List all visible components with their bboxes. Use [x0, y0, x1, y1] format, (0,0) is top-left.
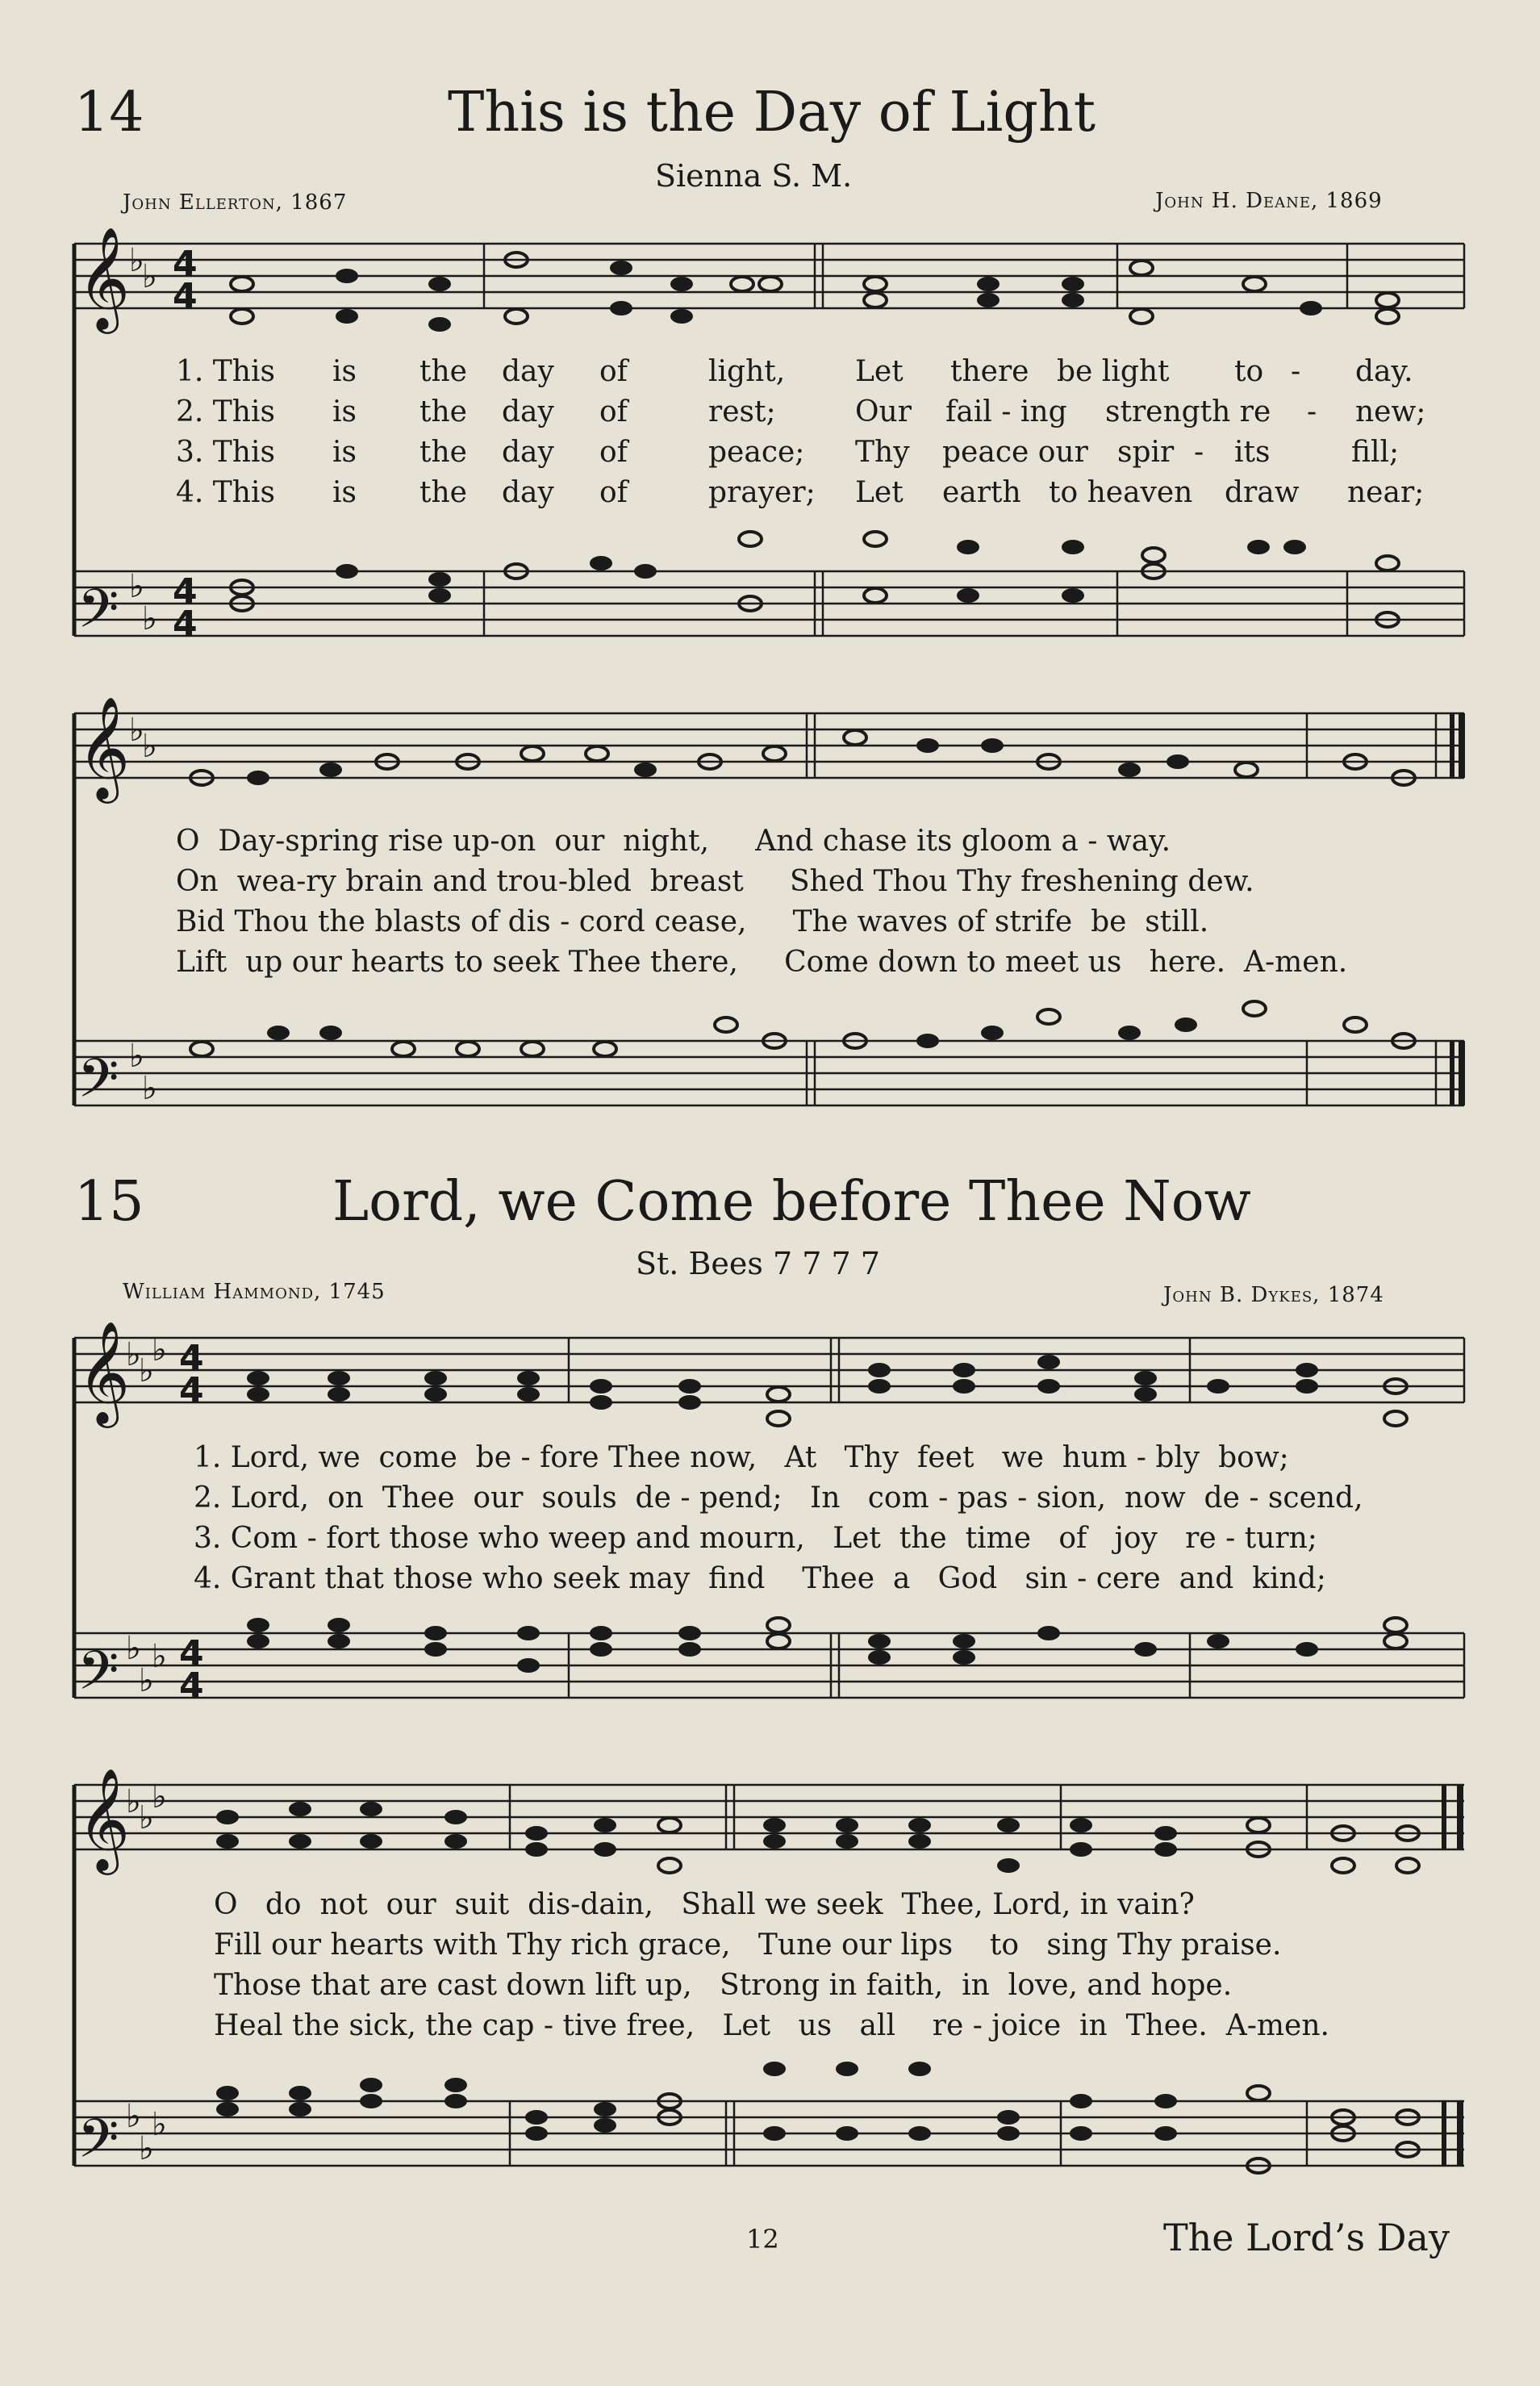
hymn-15-verse-3: 3. Com - fort those who weep and mourn, Let the time of joy re - turn; [194, 1522, 1317, 1555]
svg-text:𝄞: 𝄞 [77, 1320, 131, 1423]
section-name: The Lord’s Day [1163, 2216, 1450, 2259]
svg-text:♭: ♭ [142, 728, 157, 765]
svg-text:4: 4 [173, 604, 198, 645]
lyric-word: to heaven [1049, 476, 1193, 509]
hymn-15-tune: St. Bees 7 7 7 7 [636, 1246, 880, 1281]
page-number: 12 [746, 2224, 779, 2254]
svg-text:𝄞: 𝄞 [77, 1767, 131, 1870]
hymn-14-title: This is the Day of Light [448, 81, 1096, 144]
svg-text:𝄢: 𝄢 [77, 1640, 119, 1715]
lyric-word: 4. This [176, 476, 275, 509]
svg-text:♭: ♭ [142, 258, 157, 295]
lyric-word: - [1291, 355, 1301, 388]
svg-text:♭: ♭ [139, 1662, 154, 1699]
lyric-word: day [502, 395, 554, 428]
lyric-word: of [599, 395, 628, 428]
hymn-14-s2-verse-3: Bid Thou the blasts of dis - cord cease, The waves of strife be still. [176, 905, 1209, 938]
hymn-15-title: Lord, we Come before Thee Now [332, 1170, 1251, 1234]
hymn-14-tune: Sienna S. M. [655, 158, 853, 194]
lyric-word: there [950, 355, 1029, 388]
lyric-word: is [332, 355, 357, 388]
svg-text:4: 4 [179, 1633, 204, 1674]
hymn-14-s2-verse-2: On wea-ry brain and trou-bled breast Shed Thou Thy freshening dew. [176, 865, 1254, 898]
lyric-word: day. [1355, 355, 1413, 388]
lyric-word: day [502, 355, 554, 388]
lyric-word: be light [1057, 355, 1170, 388]
svg-text:♭: ♭ [129, 242, 144, 279]
lyric-word: the [419, 395, 467, 428]
svg-text:4: 4 [173, 244, 198, 285]
lyric-word: prayer; [708, 476, 816, 509]
hymn-14-music-credit: John H. Deane, 1869 [1155, 189, 1383, 213]
svg-text:♭: ♭ [139, 2130, 154, 2167]
hymn-15-s2-verse-2: Fill our hearts with Thy rich grace, Tune our lips to sing Thy praise. [214, 1928, 1282, 1962]
svg-text:4: 4 [179, 1665, 204, 1707]
lyric-word: 3. This [176, 436, 275, 469]
svg-text:𝄞: 𝄞 [77, 226, 131, 329]
hymn-15-verse-4: 4. Grant that those who seek may find Thee a God sin - cere and kind; [194, 1562, 1326, 1595]
lyric-word: spir [1117, 436, 1175, 469]
lyric-word: Thy [855, 436, 910, 469]
lyric-word: near; [1347, 476, 1425, 509]
svg-text:♭: ♭ [129, 568, 144, 605]
hymn-15-s2-verse-1: O do not our suit dis-dain, Shall we seek Thee, Lord, in vain? [214, 1888, 1195, 1921]
svg-text:♭: ♭ [152, 1331, 167, 1369]
lyric-word: new; [1355, 395, 1426, 428]
hymn-15-s2-verse-3: Those that are cast down lift up, Strong in faith, in love, and hope. [214, 1969, 1233, 2002]
svg-text:4: 4 [179, 1338, 204, 1379]
svg-text:♭: ♭ [152, 1638, 167, 1675]
lyric-word: day [502, 476, 554, 509]
lyric-word: of [599, 355, 628, 388]
lyric-word: of [599, 476, 628, 509]
svg-text:♭: ♭ [142, 1070, 157, 1107]
hymn-14-s2-verse-1: O Day-spring rise up-on our night, And chase its gloom a - way. [176, 825, 1171, 858]
svg-text:♭: ♭ [142, 600, 157, 637]
lyric-word: is [332, 436, 357, 469]
lyric-word: is [332, 395, 357, 428]
lyric-word: 2. This [176, 395, 275, 428]
lyric-word: the [419, 355, 467, 388]
svg-text:♭: ♭ [126, 2098, 141, 2135]
lyric-word: light, [708, 355, 786, 388]
lyric-word: - [1307, 395, 1317, 428]
lyric-word: peace our [942, 436, 1088, 469]
hymn-15-words-credit: William Hammond, 1745 [123, 1280, 386, 1304]
svg-text:𝄢: 𝄢 [77, 578, 119, 653]
lyric-word: its [1234, 436, 1271, 469]
lyric-word: is [332, 476, 357, 509]
hymn-15-music-credit: John B. Dykes, 1874 [1163, 1283, 1384, 1307]
lyric-word: of [599, 436, 628, 469]
hymn-14-s2-verse-4: Lift up our hearts to seek Thee there, Come down to meet us here. A-men. [176, 946, 1348, 979]
lyric-word: fail - ing [945, 395, 1067, 428]
svg-text:𝄞: 𝄞 [77, 696, 131, 799]
hymn-15-s2-verse-4: Heal the sick, the cap - tive free, Let us all re - joice in Thee. A-men. [214, 2009, 1329, 2042]
svg-text:♭: ♭ [152, 2106, 167, 2143]
lyric-word: to [1234, 355, 1264, 388]
svg-text:♭: ♭ [126, 1783, 141, 1820]
lyric-word: - [1194, 436, 1204, 469]
lyric-word: Let [855, 476, 904, 509]
lyric-word: the [419, 436, 467, 469]
hymn-15-number: 15 [74, 1170, 144, 1234]
svg-text:♭: ♭ [126, 1630, 141, 1667]
lyric-word: rest; [708, 395, 776, 428]
svg-text:♭: ♭ [139, 1799, 154, 1837]
lyric-word: earth [942, 476, 1021, 509]
svg-text:4: 4 [179, 1370, 204, 1411]
lyric-word: strength re [1105, 395, 1271, 428]
svg-text:𝄢: 𝄢 [77, 2108, 119, 2183]
svg-text:♭: ♭ [129, 1038, 144, 1075]
hymn-14-number: 14 [74, 81, 144, 144]
lyric-word: day [502, 436, 554, 469]
svg-text:𝄢: 𝄢 [77, 1047, 119, 1122]
lyric-word: Let [855, 355, 904, 388]
hymn-15-verse-1: 1. Lord, we come be - fore Thee now, At Thy feet we hum - bly bow; [194, 1441, 1289, 1474]
lyric-word: Our [855, 395, 912, 428]
svg-text:♭: ♭ [129, 712, 144, 749]
lyric-word: draw [1225, 476, 1300, 509]
lyric-word: the [419, 476, 467, 509]
svg-text:♭: ♭ [126, 1336, 141, 1373]
svg-text:♭: ♭ [152, 1778, 167, 1816]
hymn-15-verse-2: 2. Lord, on Thee our souls de - pend; In com - pas - sion, now de - scend, [194, 1481, 1363, 1515]
svg-text:♭: ♭ [139, 1352, 154, 1389]
lyric-word: 1. This [176, 355, 275, 388]
svg-text:4: 4 [173, 571, 198, 612]
hymn-14-words-credit: John Ellerton, 1867 [123, 190, 348, 215]
svg-text:4: 4 [173, 276, 198, 317]
lyric-word: peace; [708, 436, 805, 469]
lyric-word: fill; [1351, 436, 1400, 469]
